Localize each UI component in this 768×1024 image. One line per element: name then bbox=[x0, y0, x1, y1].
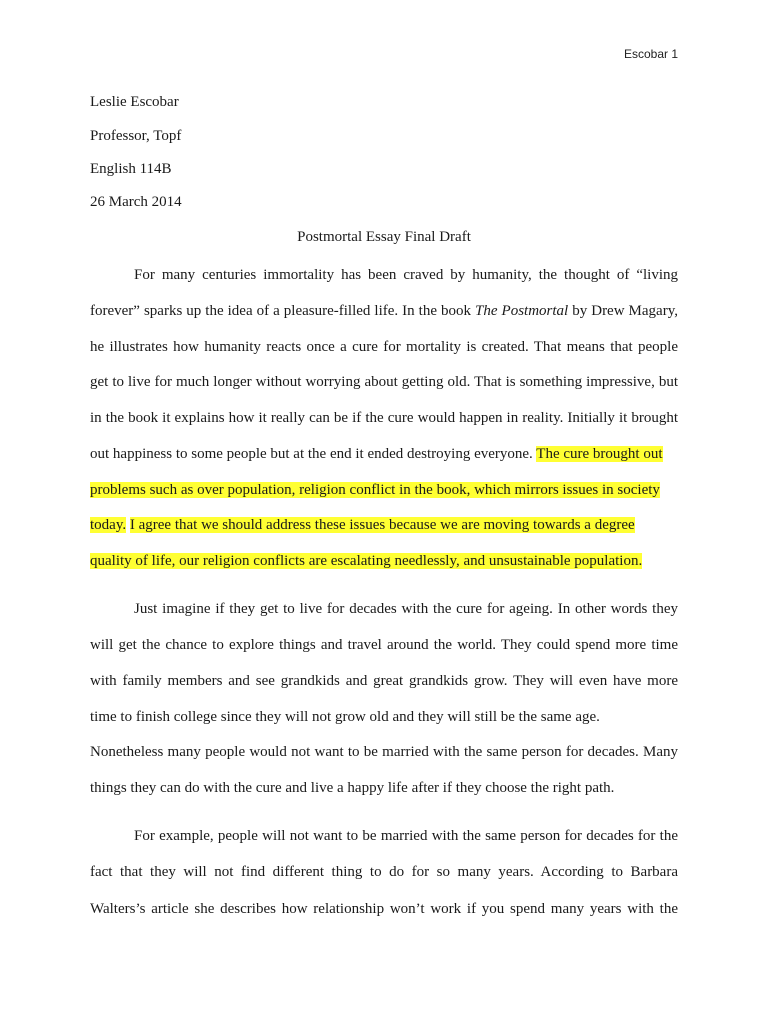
line-text: out happiness to some people but at the end it ended destroying everyone. bbox=[90, 446, 537, 462]
essay-date: 26 March 2014 bbox=[90, 194, 182, 210]
paragraph-line: time to finish college since they will not grow old and they will still be the same age. bbox=[90, 709, 600, 725]
paragraph-line: For example, people will not want to be married with the same person for decades for the bbox=[134, 828, 678, 844]
paragraph-line: in the book it explains how it really can be if the cure would happen in reality. Initially it brought bbox=[90, 410, 678, 426]
highlighted-text: today. bbox=[90, 517, 127, 533]
paragraph-line: get to live for much longer without worrying about getting old. That is something impressive, but bbox=[90, 374, 678, 390]
highlighted-text: The cure brought out bbox=[536, 446, 663, 462]
course-name: English 114B bbox=[90, 161, 172, 177]
author-name: Leslie Escobar bbox=[90, 94, 179, 110]
paragraph-line bbox=[90, 302, 678, 320]
paragraph-line bbox=[90, 481, 678, 499]
paragraph-line: For many centuries immortality has been craved by humanity, the thought of “living bbox=[134, 267, 678, 283]
paragraph-line: things they can do with the cure and live a happy life after if they choose the right path. bbox=[90, 780, 615, 796]
highlighted-text: problems such as over population, religion conflict in the book, which mirrors issues in society bbox=[90, 482, 660, 498]
line-text: by Drew Magary, bbox=[568, 303, 678, 319]
professor-name: Professor, Topf bbox=[90, 128, 182, 144]
highlighted-text: quality of life, our religion conflicts are escalating needlessly, and unsustainable population. bbox=[90, 553, 643, 569]
line-text: forever” sparks up the idea of a pleasure-filled life. In the book bbox=[90, 303, 476, 319]
paragraph-line bbox=[90, 516, 678, 534]
paragraph-line: with family members and see grandkids and great grandkids grow. They will even have more bbox=[90, 673, 678, 689]
essay-title: Postmortal Essay Final Draft bbox=[297, 229, 471, 245]
paragraph-line: Walters’s article she describes how relationship won’t work if you spend many years with the bbox=[90, 901, 678, 917]
highlighted-text: I agree that we should address these issues because we are moving towards a degree bbox=[129, 517, 635, 533]
paragraph-line: he illustrates how humanity reacts once a cure for mortality is created. That means that people bbox=[90, 339, 678, 355]
paragraph-line: fact that they will not find different thing to do for so many years. According to Barbara bbox=[90, 864, 678, 880]
paragraph-line bbox=[90, 445, 678, 463]
paragraph-line bbox=[90, 552, 678, 570]
book-title: The Postmortal bbox=[475, 303, 569, 319]
paragraph-line: will get the chance to explore things and travel around the world. They could spend more time bbox=[90, 637, 678, 653]
paragraph-line: Nonetheless many people would not want to be married with the same person for decades. Many bbox=[90, 744, 678, 760]
paragraph-line: Just imagine if they get to live for decades with the cure for ageing. In other words they bbox=[134, 601, 678, 617]
running-head: Escobar 1 bbox=[623, 47, 678, 61]
